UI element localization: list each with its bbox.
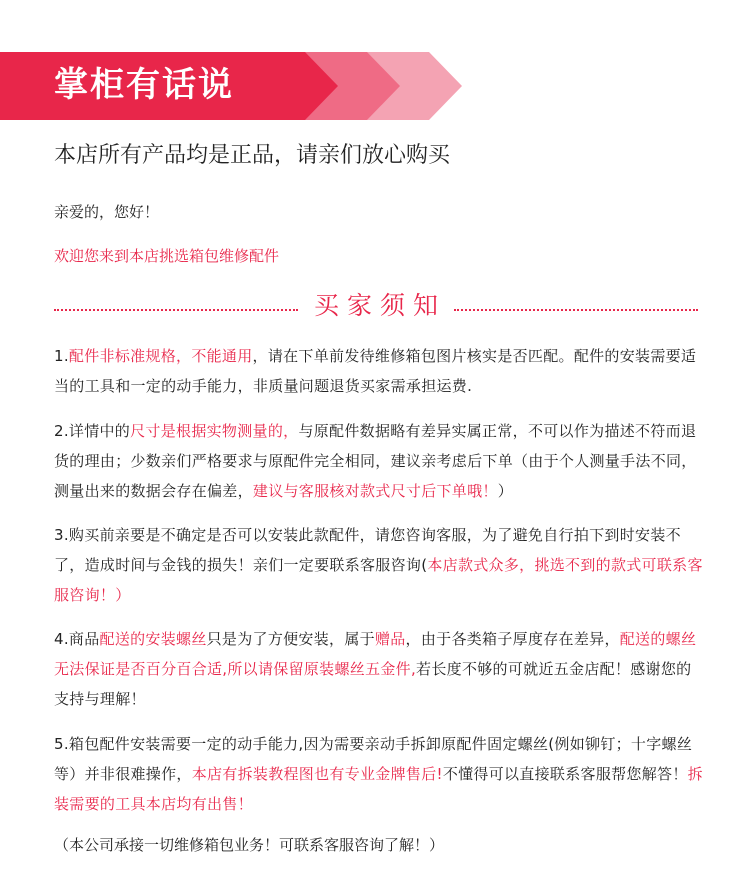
notice-item-4-highlight: 赠品 <box>374 630 406 648</box>
header-banner <box>0 52 470 120</box>
footer-note: （本公司承接一切维修箱包业务！可联系客服咨询了解！） <box>54 836 445 854</box>
notice-item-2-highlight: 建议与客服核对款式尺寸后下单哦！ <box>252 482 498 500</box>
notice-item-4-seg: 只是为了方便安装，属于 <box>206 630 375 648</box>
notice-item-2-seg: ） <box>497 482 514 500</box>
notice-item-4 <box>54 624 704 714</box>
notice-item-4-seg: 若长度不够的可就近五金店配！感谢您的支持与理解！ <box>54 660 692 708</box>
notice-item-2 <box>54 416 704 506</box>
banner-title: 掌柜有话说 <box>54 65 234 105</box>
greeting: 亲爱的，您好！ <box>54 203 160 221</box>
notice-item-4-highlight: 配送的螺丝无法保证是否百分百合适,所以请保留原装螺丝五金件, <box>54 630 697 678</box>
dotted-line-left <box>54 309 298 311</box>
notice-item-1-highlight: 配件非标准规格，不能通用 <box>68 347 253 365</box>
headline: 本店所有产品均是正品，请亲们放心购买 <box>54 143 451 168</box>
notice-item-4-seg: ，由于各类箱子厚度存在差异， <box>405 630 620 648</box>
notice-title: 买家须知 <box>314 291 447 320</box>
notice-item-2-seg: 2.详情中的 <box>54 422 131 440</box>
notice-divider <box>54 288 698 324</box>
notice-item-2-highlight: 尺寸是根据实物测量的， <box>130 422 299 440</box>
notice-item-5-highlight: 本店有拆装教程图也有专业金牌售后! <box>191 765 443 783</box>
welcome-text: 欢迎您来到本店挑选箱包维修配件 <box>54 247 280 265</box>
notice-item-1-seg: ，请在下单前发待维修箱包图片核实是否匹配。配件的安装需要适当的工具和一定的动手能力，非质量问题退货买家需承担运费. <box>54 347 697 395</box>
notice-item-5 <box>54 729 704 819</box>
notice-item-3 <box>54 520 704 610</box>
notice-item-2-seg: 与原配件数据略有差异实属正常，不可以作为描述不符而退货的理由；少数亲们严格要求与原配件完全相同，建议亲考虑后下单（由于个人测量手法不同，测量出来的数据会存在偏差， <box>54 422 697 500</box>
dotted-line-right <box>454 309 698 311</box>
notice-item-3-highlight: 本店款式众多，挑选不到的款式可联系客服咨询！） <box>54 556 703 604</box>
notice-item-5-seg: 5.箱包配件安装需要一定的动手能力,因为需要亲动手拆卸原配件固定螺丝(例如铆钉；十字螺丝等）并非很难操作， <box>54 735 693 783</box>
notice-item-4-seg: 4.商品 <box>54 630 100 648</box>
notice-item-5-seg: 不懂得可以直接联系客服帮您解答！ <box>442 765 688 783</box>
notice-item-4-highlight: 配送的安装螺丝 <box>99 630 207 648</box>
notice-item-3-seg: 3.购买前亲要是不确定是否可以安装此款配件，请您咨询客服，为了避免自行拍下到时安装不了，造成时间与金钱的损失！亲们一定要联系客服咨询( <box>54 526 681 574</box>
notice-item-1-seg: 1. <box>54 347 69 365</box>
notice-item-1 <box>54 341 704 401</box>
notice-item-5-highlight: 拆装需要的工具本店均有出售！ <box>54 765 703 813</box>
